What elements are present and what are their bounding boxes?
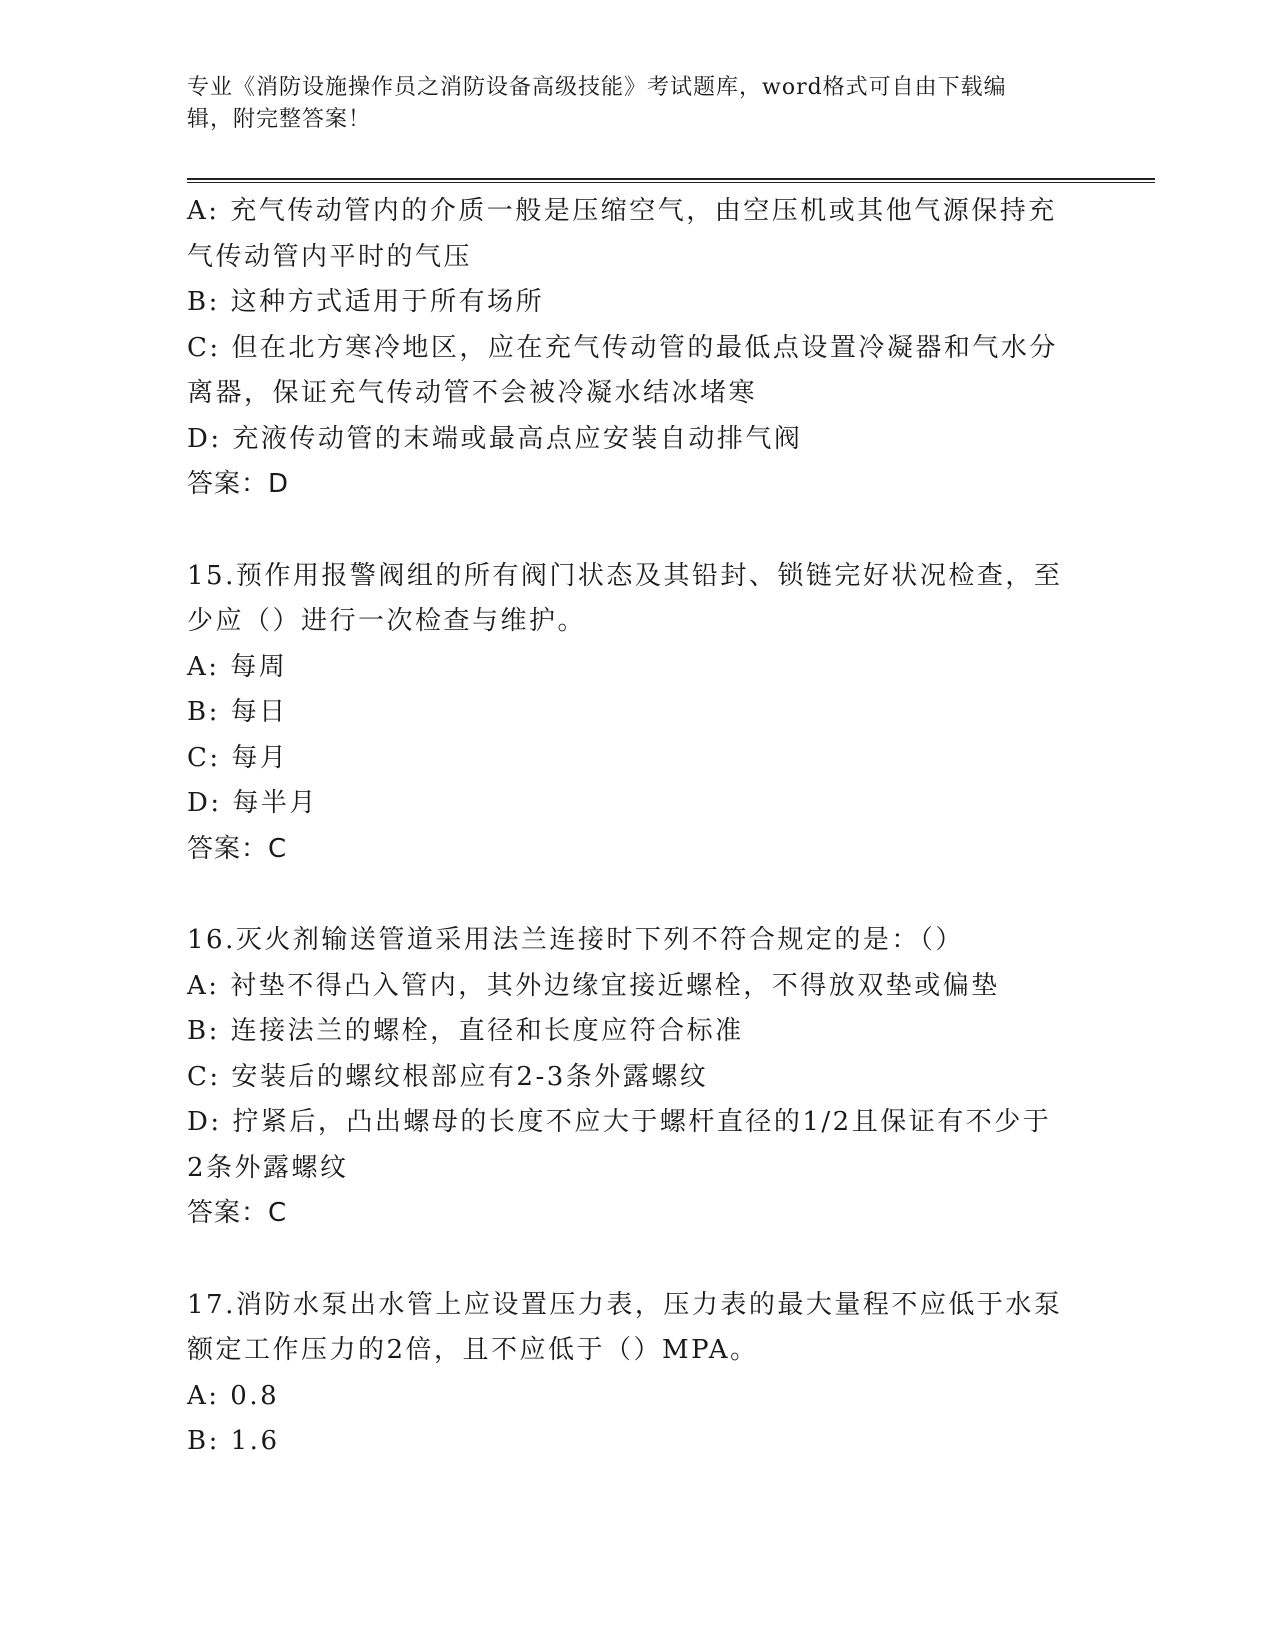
option-b [187,280,1087,326]
answer: 答案：D [187,469,290,499]
stem-line: 15.预作用报警阀组的所有阀门状态及其铅封、锁链完好状况检查，至 [187,560,1063,591]
spacer [187,872,1087,918]
page-header [187,72,1067,136]
option-line: 离器，保证充气传动管不会被冷凝水结冰堵寒 [187,378,758,408]
question-stem [187,554,1087,645]
option-d [187,417,1087,463]
question-stem [187,918,1087,964]
stem-line: 17.消防水泵出水管上应设置压力表，压力表的最大量程不应低于水泵 [187,1289,1063,1320]
header-line: 辑，附完整答案！ [187,107,372,132]
option-a [187,189,1087,280]
option-a: A: 每周 [187,651,288,682]
option-d [187,1100,1087,1191]
question-stem [187,1283,1087,1374]
option-b: B: 1.6 [187,1426,280,1456]
stem-line: 16.灭火剂输送管道采用法兰连接时下列不符合规定的是：（） [187,925,964,955]
header-line: 专业《消防设施操作员之消防设备高级技能》考试题库，word格式可自由下载编 [187,75,1007,100]
question-block-prev [187,189,1087,508]
answer: 答案：C [187,833,288,864]
option-line: C: 但在北方寒冷地区，应在充气传动管的最低点设置冷凝器和气水分 [187,332,1058,363]
header-divider [187,178,1155,183]
document-body [187,189,1087,1465]
stem-line: 额定工作压力的2倍，且不应低于（）MPA。 [187,1335,759,1365]
option-c [187,326,1087,417]
stem-line: 少应（）进行一次检查与维护。 [187,606,587,636]
answer: 答案：C [187,1198,288,1228]
option-a: A: 0.8 [187,1380,280,1411]
option-b: B: 连接法兰的螺栓，直径和长度应符合标准 [187,1016,744,1046]
option-b: B: 每日 [187,697,288,727]
option-c: C: 安装后的螺纹根部应有2-3条外露螺纹 [187,1061,709,1092]
option-line: 2条外露螺纹 [187,1152,349,1183]
option-line: D: 拧紧后，凸出螺母的长度不应大于螺杆直径的1/2且保证有不少于 [187,1107,1052,1137]
option-line: 气传动管内平时的气压 [187,241,473,272]
option-line: A: 充气传动管内的介质一般是压缩空气，由空压机或其他气源保持充 [187,196,1057,226]
question-block-17 [187,1283,1087,1465]
option-line: B: 这种方式适用于所有场所 [187,287,545,317]
option-line: D: 充液传动管的末端或最高点应安装自动排气阀 [187,423,803,454]
option-d: D: 每半月 [187,788,318,818]
option-c: C: 每月 [187,742,289,773]
question-block-16 [187,918,1087,1237]
spacer [187,1237,1087,1283]
spacer [187,508,1087,554]
option-a: A: 衬垫不得凸入管内，其外边缘宜接近螺栓，不得放双垫或偏垫 [187,970,1000,1001]
question-block-15 [187,554,1087,873]
